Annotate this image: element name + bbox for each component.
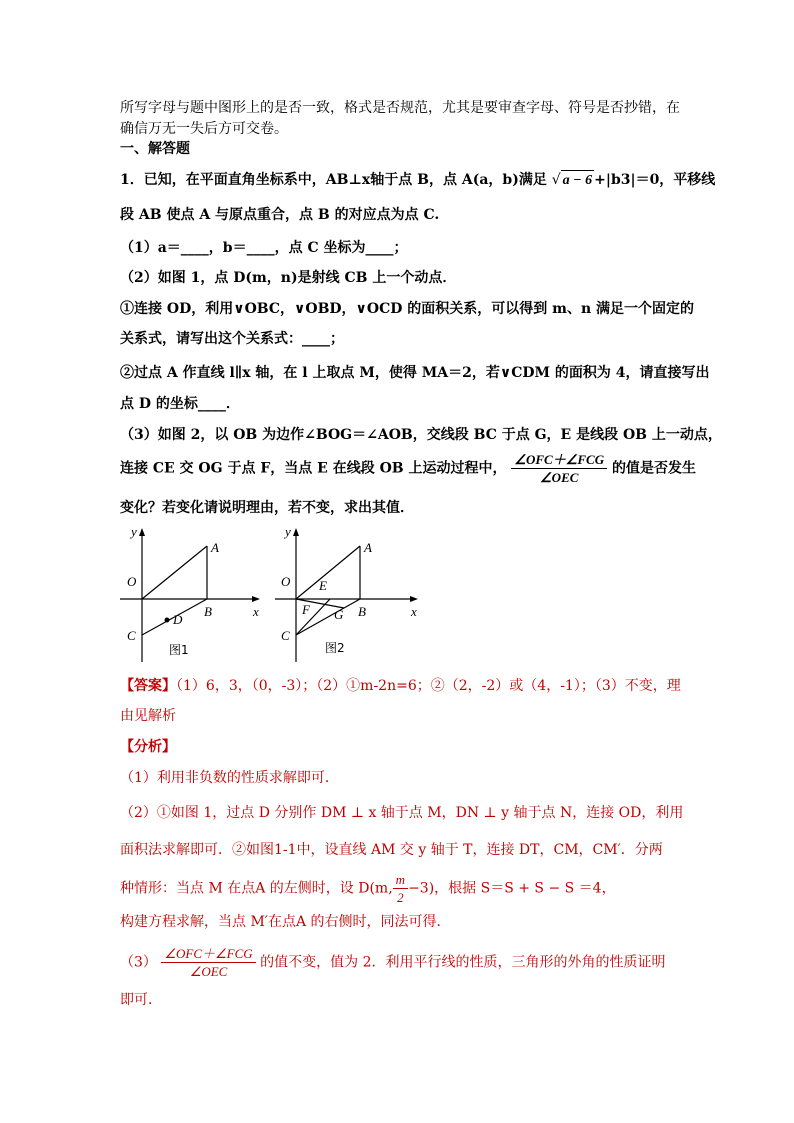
figure-1 (115, 520, 265, 665)
answer-line-1: 【答案】（1）6，3，（0，-3）；（2）①m-2n=6；②（2，-2）或（4，-1）；（3）不变，理 (120, 678, 681, 694)
angle-ratio-fraction: $\frac{\text{∠OFC＋∠FCG}}{\text{∠OEC}}$ (511, 452, 607, 485)
fig2-caption: 图2 (325, 641, 345, 655)
fig2-x-arrow (410, 596, 418, 602)
analysis-3-line-2: 即可． (120, 992, 162, 1008)
part-2: （2）如图 1，点 D(m，n)是射线 CB 上一个动点． (120, 270, 457, 286)
problem-line-2: 段 AB 使点 A 与原点重合，点 B 的对应点为点 C. (120, 207, 440, 223)
analysis-3-line-1: （3） $\frac{\text{∠OFC＋∠FCG}}{\text{∠OEC}}$ 的值不变，值为 2．利用平行线的性质，三角形的外角的性质证明 (120, 946, 666, 979)
part-3-a: （3）如图 2，以 OB 为边作∠BOG＝∠AOB，交线段 BC 于点 G，E 是线段 OB 上一动点， (120, 427, 722, 443)
part-2-1-b: 关系式，请写出这个关系式：____； (120, 331, 344, 347)
fig2-label-A: A (364, 540, 372, 555)
analysis-2-line-4: 构建方程求解，当点 M′在点A 的右侧时，同法可得． (120, 914, 451, 930)
fig2-label-C: C (281, 628, 290, 643)
fig1-y-arrow (139, 528, 145, 536)
fig1-label-A: A (211, 540, 219, 555)
part-3-c: 变化？若变化请说明理由，若不变，求出其值． (120, 500, 414, 516)
intro-line-2: 确信万无一失后方可交卷。 (120, 121, 288, 137)
fig2-label-F: F (302, 602, 310, 617)
analysis-1: （1）利用非负数的性质求解即可． (120, 770, 339, 786)
fig1-label-x: x (253, 604, 259, 619)
figure-2 (270, 520, 425, 665)
part-2-2-b: 点 D 的坐标____． (120, 396, 240, 412)
part-3-b: 连接 CE 交 OG 于点 F，当点 E 在线段 OB 上运动过程中， $\frac{\text{∠OFC＋∠FCG}}{\text{∠OEC}}$ 的值是否发生 (120, 452, 696, 485)
m-over-2-fraction: $\frac{m}{2}$ (393, 872, 408, 905)
fig1-label-B: B (204, 604, 212, 619)
fig1-label-D: D (173, 612, 183, 627)
intro-line-1: 所写字母与题中图形上的是否一致，格式是否规范，尤其是要审查字母、符号是否抄错，在 (120, 100, 680, 116)
fig1-point-D (165, 618, 170, 623)
analysis-2-line-3: 种情形：当点 M 在点A 的左侧时，设 D(m, $\frac{m}{2}$ −3)，根据 S＝S + S − S ＝4， (120, 872, 616, 905)
analysis-2-line-1: （2）①如图 1，过点 D 分别作 DM ⊥ x 轴于点 M，DN ⊥ y 轴于点 N，连接 OD，利用 (120, 805, 684, 821)
section-title: 一、解答题 (120, 141, 190, 157)
analysis-angle-fraction: $\frac{\text{∠OFC＋∠FCG}}{\text{∠OEC}}$ (161, 946, 255, 979)
fig2-segment-OA (296, 546, 360, 599)
problem-number: 1． (120, 172, 144, 188)
fig1-label-y: y (131, 524, 137, 539)
fig1-segment-OA (142, 546, 207, 599)
fig1-label-C: C (127, 628, 136, 643)
fig1-x-arrow (252, 596, 260, 602)
fig2-y-arrow (293, 528, 299, 536)
part-2-2-a: ②过点 A 作直线 l∥x 轴，在 l 上取点 M，使得 MA＝2，若∨CDM 的面积为 4，请直接写出 (120, 365, 710, 381)
problem-line-1: 1．已知，在平面直角坐标系中，AB⊥x轴于点 B，点 A(a，b)满足 √ a − 6 +|b3|＝0，平移线 (120, 170, 715, 191)
fig2-label-x: x (411, 604, 417, 619)
answer-tag: 【答案】 (120, 678, 176, 694)
analysis-2-line-2: 面积法求解即可．②如图1-1中，设直线 AM 交 y 轴于 T，连接 DT，CM，CM′．分两 (120, 842, 663, 858)
fig2-label-B: B (358, 604, 366, 619)
analysis-tag: 【分析】 (120, 739, 176, 755)
sqrt-expression: a − 6 (561, 170, 594, 191)
part-1: （1）a＝____，b＝____，点 C 坐标为____； (120, 240, 408, 256)
fig1-label-O: O (127, 574, 137, 589)
answer-line-2: 由见解析 (120, 708, 176, 724)
fig1-caption: 图1 (169, 643, 189, 657)
fig2-label-O: O (281, 574, 291, 589)
fig2-label-E: E (319, 578, 327, 593)
fig2-label-y: y (285, 524, 291, 539)
part-2-1-a: ①连接 OD，利用∨OBC，∨OBD，∨OCD 的面积关系，可以得到 m、n 满足一个固定的 (120, 301, 695, 317)
fig2-label-G: G (334, 607, 344, 622)
